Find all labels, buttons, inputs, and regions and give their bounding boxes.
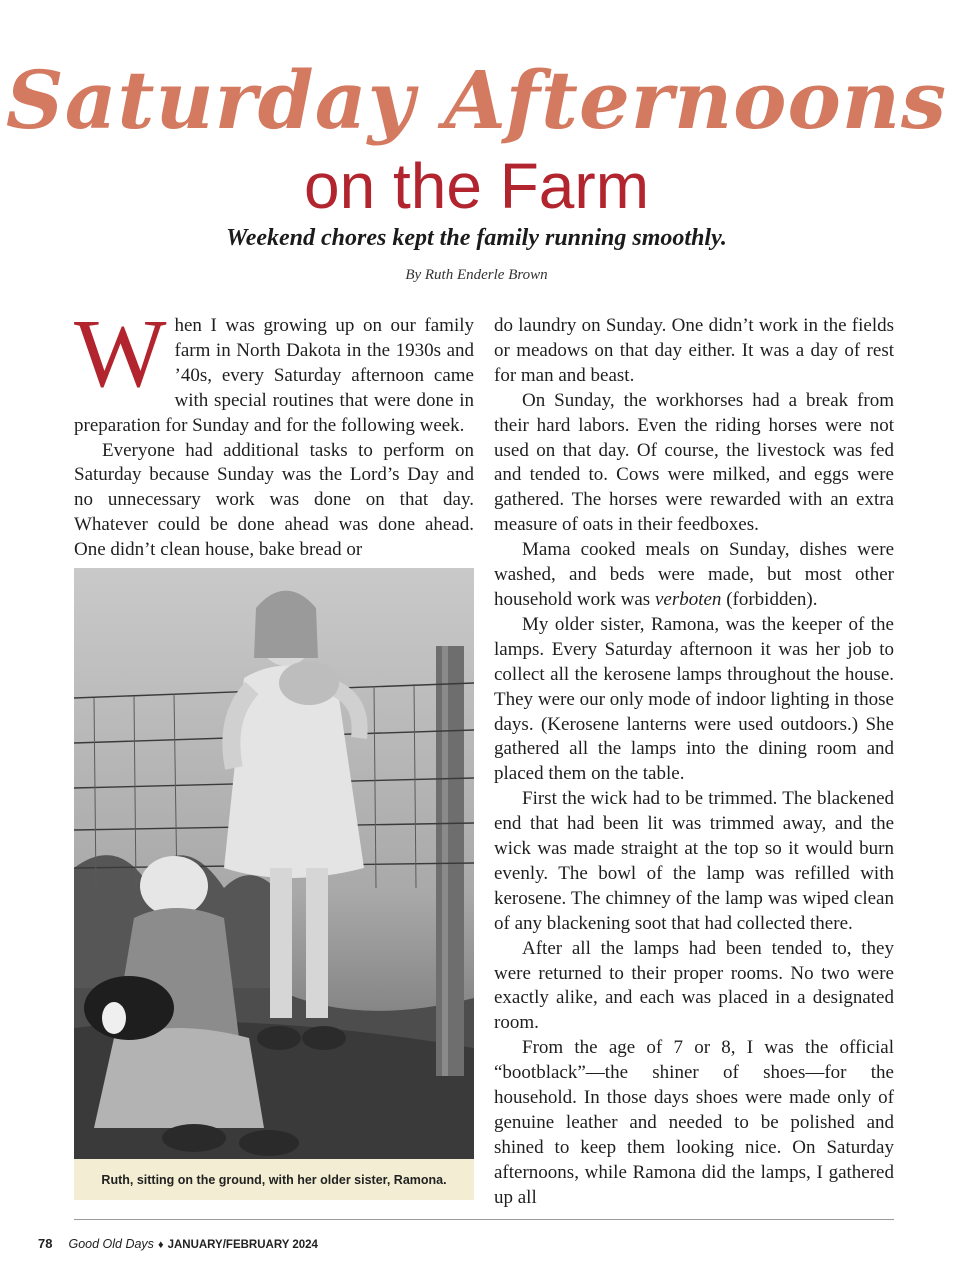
paragraph-text: hen I was growing up on our family farm in North Dakota in the 1930s and ’40s, every Saturday afternoon came with special routines that were done in preparation for Sunday and for the following week.	[74, 315, 474, 436]
photo-caption-box	[74, 1159, 474, 1200]
photo-image	[74, 568, 474, 1159]
issue-date: JANUARY/FEBRUARY 2024	[167, 1239, 318, 1251]
diamond-separator: ♦	[157, 1239, 164, 1251]
paragraph	[74, 300, 474, 439]
paragraph-text: Mama cooked meals on Sunday, dishes were washed, and beds were made, but most other household work was	[494, 539, 894, 610]
drop-cap: W	[74, 300, 167, 408]
photo-sisters	[74, 568, 474, 1159]
article-column-left	[74, 300, 474, 563]
paragraph	[494, 538, 894, 613]
article-column-right	[494, 314, 894, 1211]
page-number: 78	[38, 1236, 53, 1251]
paragraph: First the wick had to be trimmed. The blackened end that had been lit was trimmed away, and the wick was made straight at the top so it would burn evenly. The bowl of the lamp was refilled with kerosene. The chimney of the lamp was wiped clean of any blackening soot that had collected there.	[494, 788, 894, 934]
magazine-name: Good Old Days	[68, 1237, 154, 1251]
footer-rule	[74, 1219, 894, 1220]
deck: Weekend chores kept the family running smoothly.	[226, 225, 727, 251]
italic-word: verboten	[654, 588, 722, 610]
paragraph-text: (forbidden).	[721, 588, 818, 610]
paragraph: Everyone had additional tasks to perform on Saturday because Sunday was the Lord’s Day and no unnecessary work was done on that day. Whatever could be done ahead was done ahead. One didn’t clean house, bake bread or	[74, 439, 474, 561]
photo-caption: Ruth, sitting on the ground, with her older sister, Ramona.	[101, 1172, 447, 1187]
paragraph: On Sunday, the workhorses had a break from their hard labors. Even the riding horses were not used on that day. Of course, the livestock was fed and tended to. Cows were milked, and eggs were gathered. The horses were rewarded with an extra measure of oats in their feedboxes.	[494, 389, 894, 536]
byline: By Ruth Enderle Brown	[405, 267, 548, 283]
paragraph: do laundry on Sunday. One didn’t work in the fields or meadows on that day either. It was a day of rest for man and beast.	[494, 315, 894, 386]
paragraph: From the age of 7 or 8, I was the official “bootblack”—the shiner of shoes—for the household. In those days shoes were made only of genuine leather and needed to be polished and shined to keep them looking nice. On Saturday afternoons, while Ramona did the lamps, I gathered up all	[494, 1037, 894, 1208]
paragraph: After all the lamps had been tended to, they were returned to their proper rooms. No two were exactly alike, and each was placed in a designated room.	[494, 937, 894, 1034]
page-footer	[38, 1236, 318, 1251]
title-subtitle: on the Farm	[303, 150, 650, 222]
paragraph: My older sister, Ramona, was the keeper of the lamps. Every Saturday afternoon it was her job to collect all the kerosene lamps throughout the house. They were our only mode of indoor lighting in those days. (Kerosene lanterns were used outdoors.) She gathered all the lamps into the dining room and placed them on the table.	[494, 613, 894, 785]
title-script: Saturday Afternoons	[5, 53, 948, 147]
